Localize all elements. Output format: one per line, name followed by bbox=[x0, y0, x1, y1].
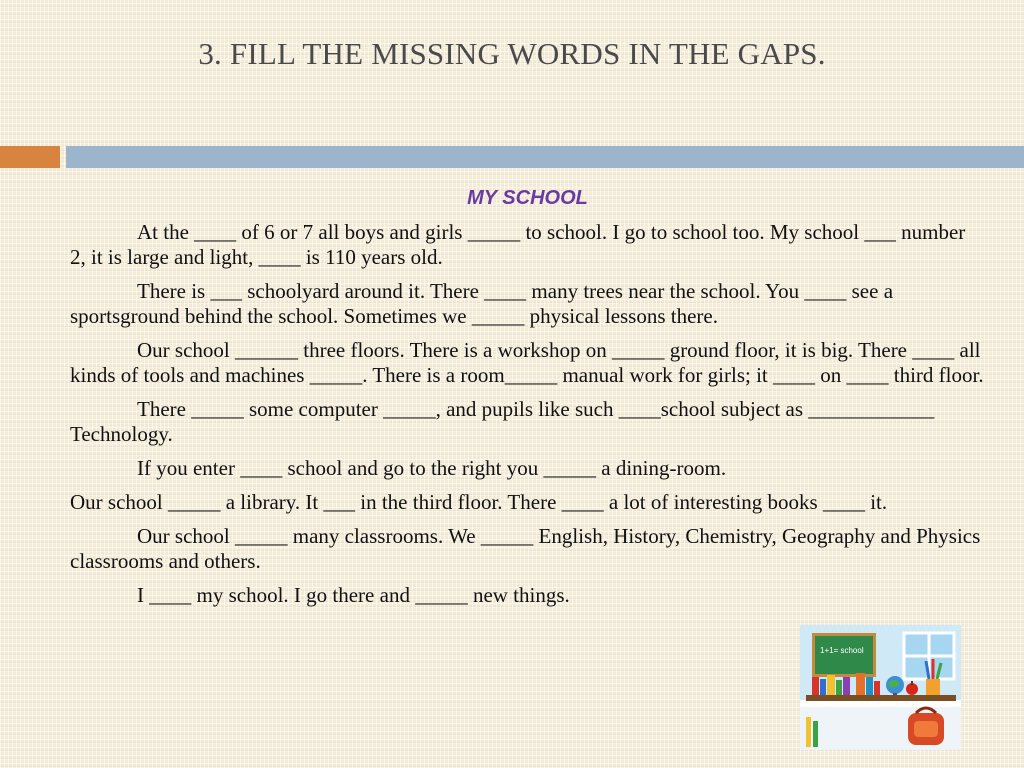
paragraph-7: Our school _____ many classrooms. We _____ English, History, Chemistry, Geography and Physics classrooms and others. bbox=[70, 524, 981, 573]
accent-bar-blue bbox=[66, 146, 1024, 168]
accent-bar-orange bbox=[0, 146, 60, 168]
paragraph-3: Our school ______ three floors. There is a workshop on _____ ground floor, it is big. There ____ all kinds of tools and machines _____. There is a room_____ manual work for girls; it ____ on ____ third floor. bbox=[70, 338, 984, 387]
blackboard-text: 1+1= school bbox=[820, 646, 864, 655]
paragraph-2: There is ___ schoolyard around it. There ____ many trees near the school. You ____ see a sportsground behind the school. Sometimes we _____ physical lessons there. bbox=[70, 279, 894, 328]
paragraph-4: There _____ some computer _____, and pupils like such ____school subject as ____________ Technology. bbox=[70, 397, 935, 446]
paragraph-5: If you enter ____ school and go to the right you _____ a dining-room. bbox=[137, 456, 727, 480]
text-subtitle: MY SCHOOL bbox=[467, 187, 588, 209]
classroom-illustration-icon bbox=[800, 625, 961, 750]
slide-title: 3. FILL THE MISSING WORDS IN THE GAPS. bbox=[198, 36, 826, 71]
exercise-text bbox=[70, 186, 985, 617]
paragraph-6: Our school _____ a library. It ___ in the third floor. There ____ a lot of interesting books ____ it. bbox=[70, 490, 888, 514]
paragraph-8: I ____ my school. I go there and _____ new things. bbox=[137, 583, 570, 607]
paragraph-1: At the ____ of 6 or 7 all boys and girls _____ to school. I go to school too. My school ___ number 2, it is large and light, ____ is 110 years old. bbox=[70, 220, 966, 269]
